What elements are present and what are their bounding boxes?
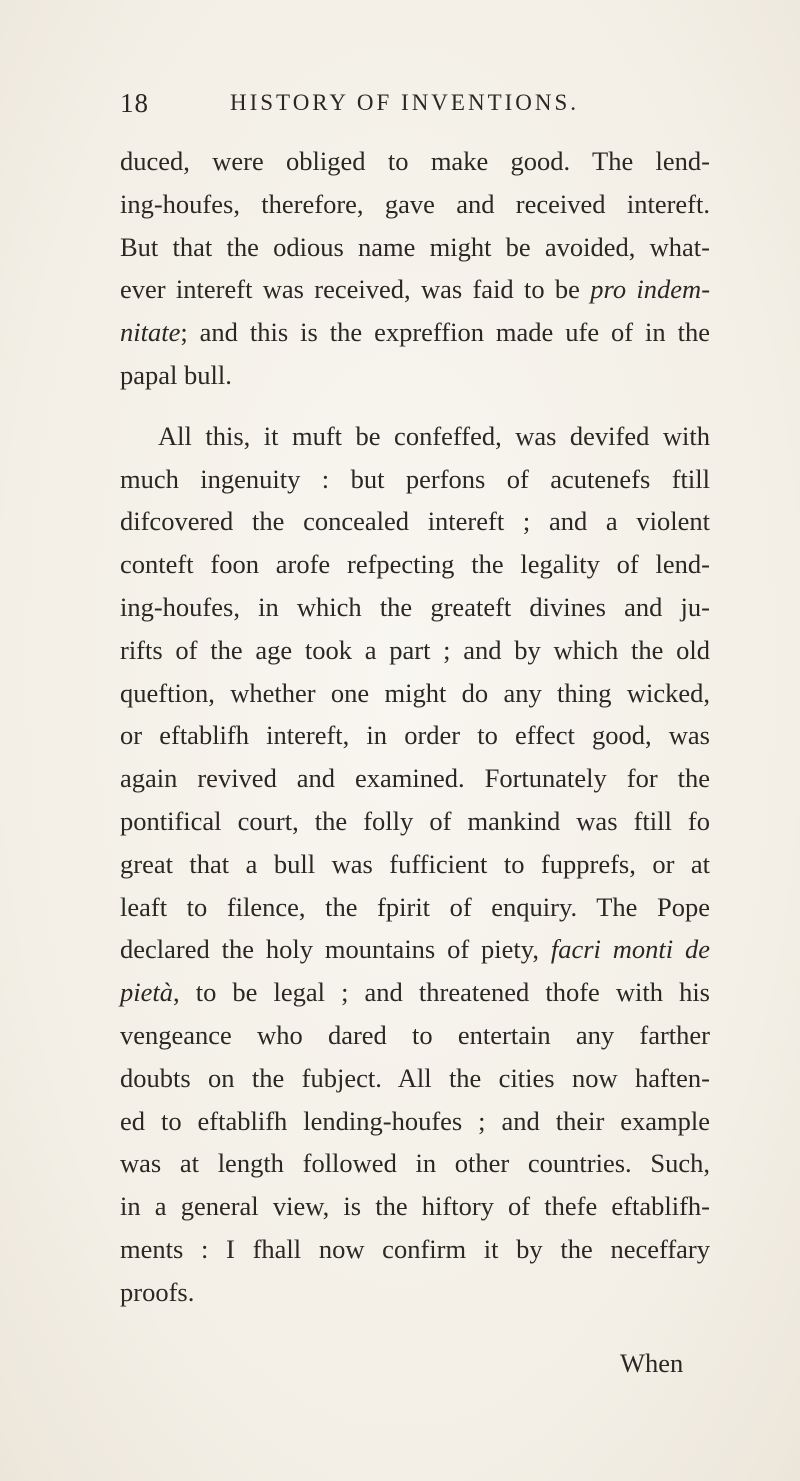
text-line: All this, it muft be confeffed, was devifed with	[158, 420, 710, 451]
text-line: rifts of the age took a part ; and by which the old	[120, 634, 710, 665]
text-span: declared the holy mountains of piety,	[120, 934, 539, 965]
body-text	[120, 140, 710, 1314]
text-line: proofs.	[120, 1276, 195, 1307]
text-line: or eftablifh intereft, in order to effect good, was	[120, 720, 710, 751]
text-line: ed to eftablifh lending-houfes ; and their example	[120, 1105, 710, 1136]
text-line: conteft foon arofe refpecting the legality of lend-	[120, 549, 710, 580]
text-line: papal bull.	[120, 359, 232, 390]
text-line: leaft to filence, the fpirit of enquiry. The Pope	[120, 891, 710, 922]
text-line: was at length followed in other countries. Such,	[120, 1148, 710, 1179]
catchword: When	[620, 1348, 684, 1378]
text-line: doubts on the fubject. All the cities now haften-	[120, 1062, 710, 1093]
page-header	[120, 88, 720, 124]
text-line: queftion, whether one might do any thing wicked,	[120, 677, 710, 708]
text-line: pontifical court, the folly of mankind was ftill fo	[120, 805, 710, 836]
italic-phrase: pietà	[120, 977, 173, 1008]
italic-phrase: nitate	[120, 317, 181, 348]
text-span: , to be legal ; and threatened thofe with his	[173, 977, 710, 1008]
page-number: 18	[120, 88, 149, 118]
text-span: ; and this is the expreffion made ufe of in the	[180, 317, 710, 348]
italic-phrase: pro indem-	[590, 274, 711, 305]
running-head: HISTORY OF INVENTIONS.	[230, 90, 580, 115]
text-line: But that the odious name might be avoided, what-	[120, 231, 710, 262]
paragraph-2	[120, 415, 710, 1314]
text-line	[120, 311, 710, 354]
text-line	[120, 268, 710, 311]
text-span: ever intereft was received, was faid to be	[120, 274, 580, 305]
text-line: again revived and examined. Fortunately for the	[120, 763, 710, 794]
text-line: duced, were obliged to make good. The lend-	[120, 146, 710, 176]
text-line: ments : I fhall now confirm it by the neceffary	[120, 1233, 710, 1264]
text-line: vengeance who dared to entertain any farther	[120, 1019, 710, 1050]
paragraph-1	[120, 140, 710, 397]
italic-phrase: facri monti de	[550, 934, 710, 965]
text-line: in a general view, is the hiftory of thefe eftablifh-	[120, 1191, 710, 1222]
text-line: great that a bull was fufficient to fupprefs, or at	[120, 848, 710, 879]
text-line: difcovered the concealed intereft ; and a violent	[120, 506, 710, 537]
text-line	[120, 971, 710, 1014]
text-line: much ingenuity : but perfons of acutenefs ftill	[120, 463, 710, 494]
text-line	[120, 928, 710, 971]
text-line: ing-houfes, in which the greateft divines and ju-	[120, 591, 710, 622]
text-line: ing-houfes, therefore, gave and received intereft.	[120, 188, 710, 219]
paragraph-gap	[120, 397, 710, 415]
